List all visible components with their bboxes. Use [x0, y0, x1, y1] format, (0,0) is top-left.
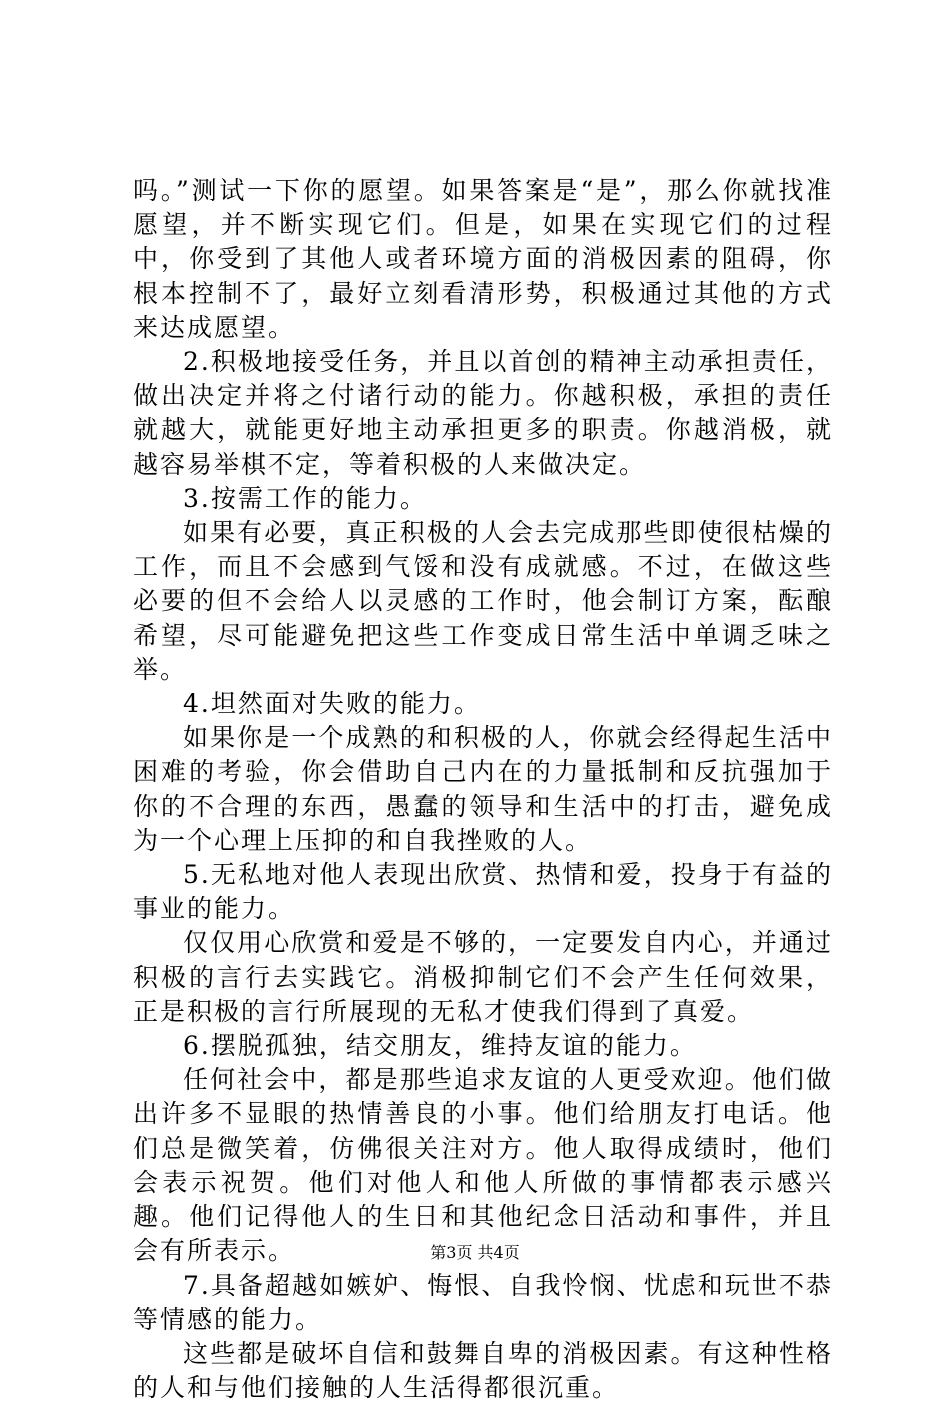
paragraph: 如果有必要，真正积极的人会去完成那些即使很枯燥的工作，而且不会感到气馁和没有成就感。不过，在做这些必要的但不会给人以灵感的工作时，他会制订方案，酝酿希望，尽可能避免把这些工作变成日常生活中单调乏味之举。 [133, 518, 833, 684]
page-number: 第3页 共4页 [430, 1243, 520, 1262]
paragraph: 任何社会中，都是那些追求友谊的人更受欢迎。他们做出许多不显眼的热情善良的小事。他们给朋友打电话。他们总是微笑着，仿佛很关注对方。他人取得成绩时，他们会表示祝贺。他们对他人和他人所做的事情都表示感兴趣。他们记得他人的生日和其他纪念日活动和事件，并且会有所表示。 [133, 1065, 833, 1266]
paragraph: 仅仅用心欣赏和爱是不够的，一定要发自内心，并通过积极的言行去实践它。消极抑制它们不会产生任何效果，正是积极的言行所展现的无私才使我们得到了真爱。 [133, 928, 833, 1026]
section-heading: 6.摆脱孤独，结交朋友，维持友谊的能力。 [183, 1031, 697, 1061]
page-footer [0, 1243, 950, 1263]
paragraph: 吗。”测试一下你的愿望。如果答案是“是”，那么你就找准愿望，并不断实现它们。但是，如果在实现它们的过程中，你受到了其他人或者环境方面的消极因素的阻碍，你根本控制不了，最好立刻看清形势，积极通过其他的方式来达成愿望。 [133, 176, 833, 342]
paragraph: 这些都是破坏自信和鼓舞自卑的消极因素。有这种性格的人和与他们接触的人生活得都很沉重。 [133, 1338, 833, 1403]
section-heading: 4.坦然面对失败的能力。 [183, 689, 481, 719]
paragraph: 如果你是一个成熟的和积极的人，你就会经得起生活中困难的考验，你会借助自己内在的力量抵制和反抗强加于你的不合理的东西，愚蠢的领导和生活中的打击，避免成为一个心理上压抑的和自我挫败的人。 [133, 723, 833, 855]
body-text [133, 174, 833, 1405]
paragraph: 2.积极地接受任务，并且以首创的精神主动承担责任，做出决定并将之付诸行动的能力。你越积极，承担的责任就越大，就能更好地主动承担更多的职责。你越消极，就越容易举棋不定，等着积极的人来做决定。 [133, 347, 833, 479]
section-heading: 5.无私地对他人表现出欣赏、热情和爱，投身于有益的事业的能力。 [133, 860, 833, 924]
section-heading: 7.具备超越如嫉妒、悔恨、自我怜悯、忧虑和玩世不恭等情感的能力。 [133, 1270, 833, 1334]
section-heading: 3.按需工作的能力。 [183, 483, 427, 513]
